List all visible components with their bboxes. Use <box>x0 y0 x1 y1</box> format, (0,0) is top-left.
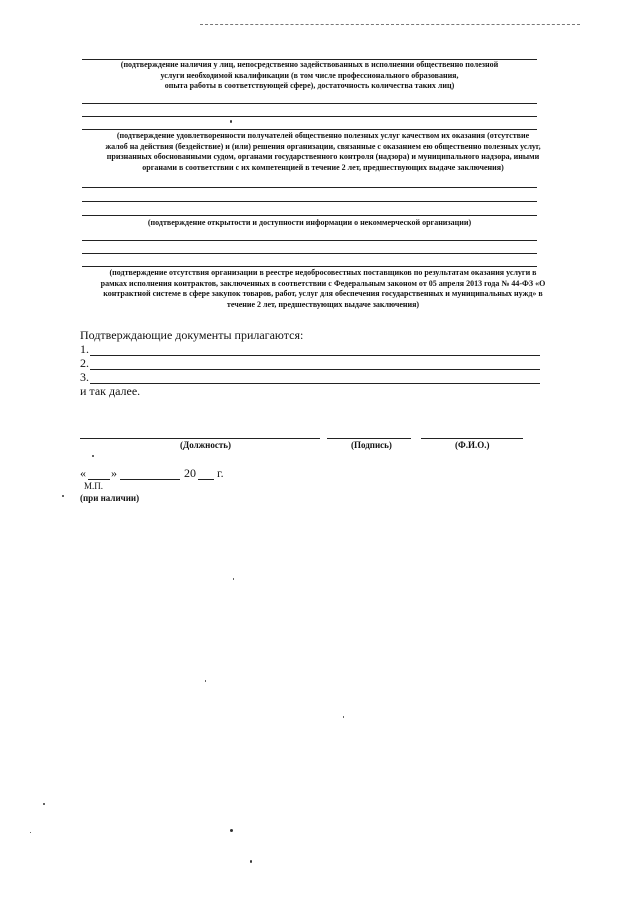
caption-line: (подтверждение отсутствия организации в реестре недобросовестных поставщиков по результатам оказания услуги в <box>109 268 537 277</box>
caption-registry <box>78 268 568 310</box>
signature-label: (Подпись) <box>351 440 392 450</box>
scan-speck <box>233 578 234 580</box>
caption-line: признанных обоснованными судом, органами государственного контроля (надзора) и муниципального надзора, иными <box>106 152 540 161</box>
caption-line: (подтверждение удовлетворенности получателей общественно полезных услуг качеством их оказания (отсутствие <box>116 131 530 140</box>
scan-speck <box>230 829 233 832</box>
date-month-line <box>120 479 180 480</box>
scan-artifact-line <box>200 24 580 25</box>
scan-speck <box>30 832 31 833</box>
caption-line: услуги необходимой квалификации (в том числе профессионального образования, <box>160 70 459 80</box>
caption-line: органами в соответствии с их компетенцией в течение 2 лет, предшествующих выдаче заключения) <box>142 162 504 172</box>
fill-line <box>82 266 537 267</box>
caption-line: контрактной системе в сфере закупок товаров, работ, услуг для обеспечения государственных и муниципальных нужд» в <box>103 289 543 298</box>
scan-speck <box>62 495 64 497</box>
fill-line <box>82 187 537 188</box>
document-item-number: 2. <box>80 356 89 370</box>
scan-speck <box>230 120 232 123</box>
caption-satisfaction <box>78 131 568 173</box>
position-line <box>80 438 320 439</box>
position-label: (Должность) <box>180 440 232 450</box>
document-item-number: 3. <box>80 370 89 384</box>
documents-heading: Подтверждающие документы прилагаются: <box>80 328 304 342</box>
date-open-quote: « <box>80 466 86 480</box>
fill-line <box>82 116 537 117</box>
caption-line: течение 2 лет, предшествующих выдаче заключения) <box>226 299 420 309</box>
fill-line <box>82 103 537 104</box>
caption-line: жалоб на действия (бездействие) и (или) решения организации, связанные с оказанием ею общественно полезных услуг, <box>105 141 541 151</box>
name-label: (Ф.И.О.) <box>455 440 490 450</box>
date-close-quote: » <box>111 466 117 480</box>
date-day-line <box>88 479 110 480</box>
document-item-line <box>90 369 540 370</box>
fill-line <box>82 201 537 202</box>
document-item-line <box>90 355 540 356</box>
scan-speck <box>343 716 344 718</box>
caption-openness: (подтверждение открытости и доступности информации о некоммерческой организации) <box>147 218 472 227</box>
caption-qualification <box>82 60 537 92</box>
date-year-suffix: г. <box>217 466 224 480</box>
date-year-prefix: 20 <box>184 466 196 480</box>
scan-speck <box>250 860 252 863</box>
scan-speck <box>92 455 94 457</box>
document-item-line <box>90 383 540 384</box>
date-year-line <box>198 479 214 480</box>
stamp-label: М.П. <box>84 481 104 491</box>
signature-line <box>327 438 411 439</box>
fill-line <box>82 253 537 254</box>
caption-line: рамках исполнения контрактов, заключенных в соответствии с Федеральным законом от 05 апреля 2013 года № 44-ФЗ «О <box>100 278 546 288</box>
fill-line <box>82 215 537 216</box>
fill-line <box>82 240 537 241</box>
fill-line <box>82 129 537 130</box>
scan-speck <box>205 680 206 682</box>
document-item-number: 1. <box>80 342 89 356</box>
stamp-note: (при наличии) <box>80 493 140 503</box>
scan-speck <box>43 803 45 805</box>
caption-line: опыта работы в соответствующей сфере), достаточность количества таких лиц) <box>164 81 455 90</box>
documents-etc: и так далее. <box>80 384 141 398</box>
caption-line: (подтверждение наличия у лиц, непосредственно задействованных в исполнении общественно полезной <box>120 60 499 69</box>
name-line <box>421 438 523 439</box>
